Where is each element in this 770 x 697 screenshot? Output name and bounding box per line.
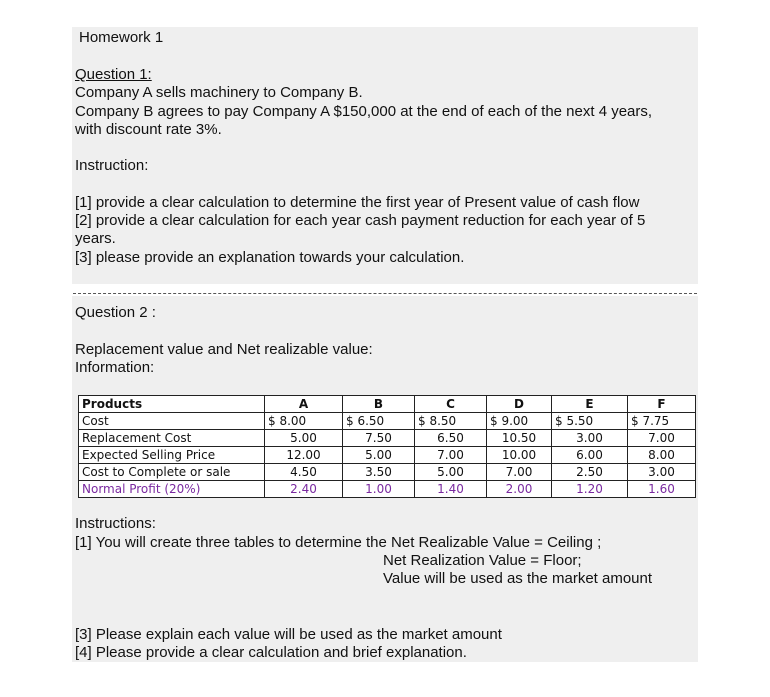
instruction-label: Instruction:: [75, 157, 149, 174]
table-cell: 12.00: [265, 447, 343, 464]
table-cell: 2.00: [487, 481, 552, 498]
instruction-1: [1] You will create three tables to determine the Net Realizable Value = Ceiling ;: [75, 534, 602, 551]
column-header: C: [415, 396, 487, 413]
row-label: Normal Profit (20%): [79, 481, 265, 498]
question1-line3: with discount rate 3%.: [75, 121, 222, 138]
table-cell: 5.00: [265, 430, 343, 447]
table-row: [79, 464, 696, 481]
table-cell: 3.50: [343, 464, 415, 481]
instruction-item-2: [2] provide a clear calculation for each year cash payment reduction for each year of 5: [75, 212, 646, 229]
table-cell: $ 5.50: [552, 413, 628, 430]
table-cell: 10.50: [487, 430, 552, 447]
table-cell: 2.50: [552, 464, 628, 481]
column-header: Products: [79, 396, 265, 413]
table-row: [79, 481, 696, 498]
table-cell: 8.00: [628, 447, 696, 464]
table-header-row: [79, 396, 696, 413]
table-cell: $ 6.50: [343, 413, 415, 430]
row-label: Cost to Complete or sale: [79, 464, 265, 481]
instruction-item-1: [1] provide a clear calculation to determine the first year of Present value of cash flow: [75, 194, 640, 211]
table-cell: $ 9.00: [487, 413, 552, 430]
column-header: A: [265, 396, 343, 413]
question1-line1: Company A sells machinery to Company B.: [75, 84, 363, 101]
column-header: B: [343, 396, 415, 413]
table-cell: 1.40: [415, 481, 487, 498]
instruction-1-floor: Net Realization Value = Floor;: [383, 552, 582, 569]
instruction-1-market: Value will be used as the market amount: [383, 570, 653, 587]
column-header: F: [628, 396, 696, 413]
page-title: Homework 1: [79, 29, 164, 46]
table-cell: 1.60: [628, 481, 696, 498]
section-divider: [73, 293, 697, 294]
instructions-label: Instructions:: [75, 515, 156, 532]
table-cell: 1.20: [552, 481, 628, 498]
question2-line1: Replacement value and Net realizable value:: [75, 341, 373, 358]
table-cell: 6.00: [552, 447, 628, 464]
table-cell: $ 7.75: [628, 413, 696, 430]
table-cell: 7.00: [628, 430, 696, 447]
question1-line2: Company B agrees to pay Company A $150,000 at the end of each of the next 4 years,: [75, 103, 653, 120]
column-header: E: [552, 396, 628, 413]
column-header: D: [487, 396, 552, 413]
row-label: Expected Selling Price: [79, 447, 265, 464]
table-cell: 6.50: [415, 430, 487, 447]
instruction-item-2-cont: years.: [75, 230, 116, 247]
table-row: [79, 430, 696, 447]
table-cell: $ 8.00: [265, 413, 343, 430]
instruction-4: [4] Please provide a clear calculation and brief explanation.: [75, 644, 467, 661]
row-label: Cost: [79, 413, 265, 430]
question1-heading: Question 1:: [75, 66, 152, 83]
table-row: [79, 413, 696, 430]
instruction-3: [3] Please explain each value will be used as the market amount: [75, 626, 502, 643]
table-cell: 4.50: [265, 464, 343, 481]
row-label: Replacement Cost: [79, 430, 265, 447]
question1-panel: [72, 27, 698, 284]
instruction-item-3: [3] please provide an explanation towards your calculation.: [75, 249, 465, 266]
table-cell: 2.40: [265, 481, 343, 498]
table-cell: $ 8.50: [415, 413, 487, 430]
table-cell: 5.00: [415, 464, 487, 481]
table-row: [79, 447, 696, 464]
question2-line2: Information:: [75, 359, 155, 376]
table-cell: 7.00: [487, 464, 552, 481]
table-cell: 1.00: [343, 481, 415, 498]
table-cell: 10.00: [487, 447, 552, 464]
table-cell: 7.00: [415, 447, 487, 464]
table-cell: 3.00: [552, 430, 628, 447]
question2-heading: Question 2 :: [75, 304, 156, 321]
table-cell: 5.00: [343, 447, 415, 464]
table-cell: 7.50: [343, 430, 415, 447]
table-cell: 3.00: [628, 464, 696, 481]
products-table: [78, 395, 696, 498]
